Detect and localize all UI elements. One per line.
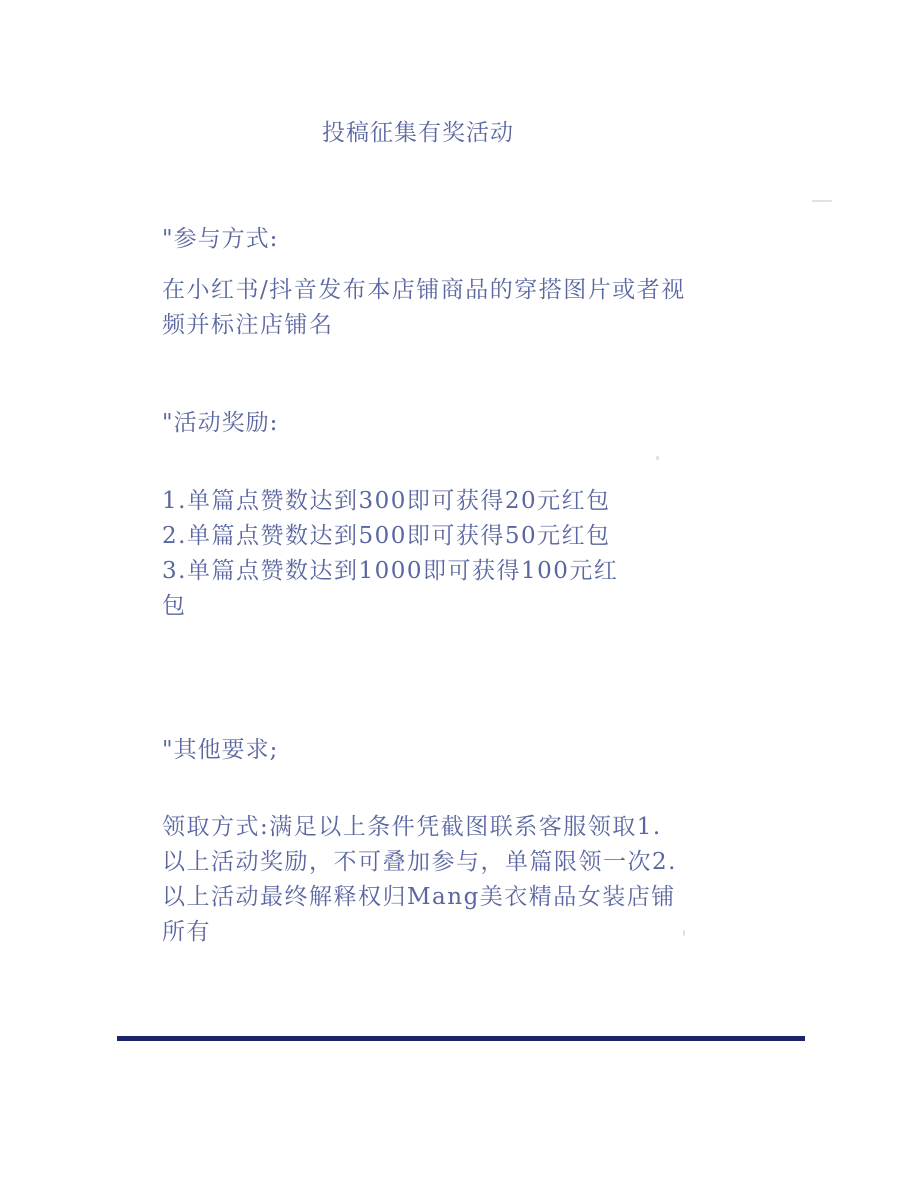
- participation-line: 在小红书/抖音发布本店铺商品的穿搭图片或者视: [162, 277, 686, 303]
- participation-text: [162, 273, 686, 343]
- requirement-line: 以上活动奖励，不可叠加参与，单篇限领一次2.: [162, 849, 677, 875]
- rewards-list: [162, 484, 618, 624]
- participation-line: 频并标注店铺名: [162, 312, 334, 338]
- page-title: 投稿征集有奖活动: [322, 120, 514, 146]
- requirement-line: 以上活动最终解释权归Mang美衣精品女装店铺: [162, 884, 676, 910]
- scan-speck: [656, 456, 659, 460]
- divider-line: [117, 1036, 805, 1041]
- reward-item: 3.单篇点赞数达到1000即可获得100元红: [162, 558, 619, 584]
- requirement-line: 所有: [162, 919, 211, 945]
- reward-item: 包: [162, 593, 187, 619]
- other-requirements-text: [162, 810, 677, 950]
- rewards-heading: "活动奖励:: [162, 410, 279, 436]
- reward-item: 2.单篇点赞数达到500即可获得50元红包: [162, 523, 611, 549]
- other-requirements-heading: "其他要求;: [162, 737, 279, 763]
- reward-item: 1.单篇点赞数达到300即可获得20元红包: [162, 488, 611, 514]
- participation-heading: "参与方式:: [162, 226, 279, 252]
- scan-speck: [812, 200, 832, 202]
- scan-speck: [683, 930, 685, 936]
- requirement-line: 领取方式:满足以上条件凭截图联系客服领取1.: [162, 814, 662, 840]
